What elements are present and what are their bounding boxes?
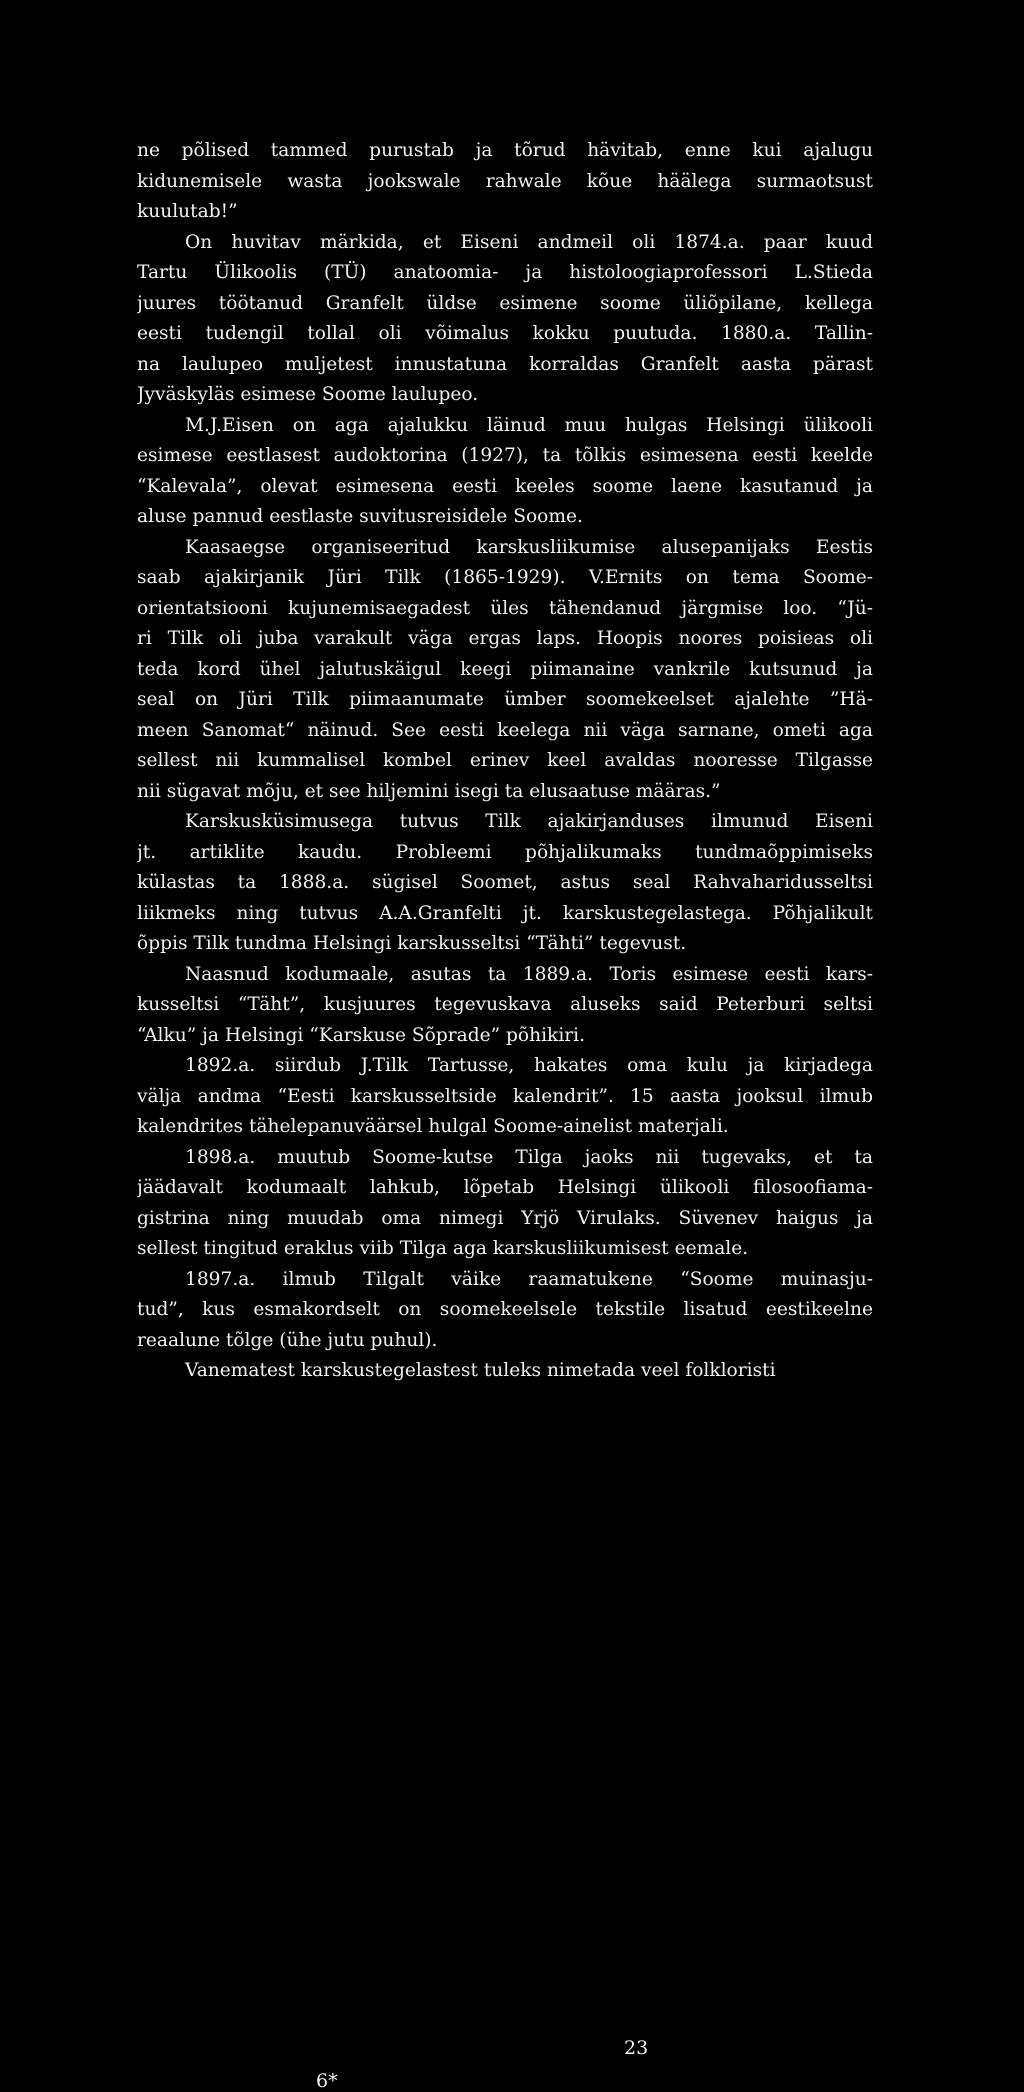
text-line: On huvitav märkida, et Eiseni andmeil oli 1874.a. paar kuud [185, 231, 873, 253]
text-line: 1892.a. siirdub J.Tilk Tartusse, hakates oma kulu ja kirjadega [185, 1055, 873, 1076]
text-line: Tartu Ülikoolis (TÜ) anatoomia- ja histoloogiaprofessori L.Stieda [137, 262, 873, 283]
text-line: sellest nii kummalisel kombel erinev keel avaldas nooresse Tilgasse [137, 750, 873, 771]
page-number: 23 [624, 2036, 649, 2059]
text-line: “Kalevala”, olevat esimesena eesti keeles soome laene kasutanud ja [137, 475, 873, 497]
text-line: õppis Tilk tundma Helsingi karskusseltsi “Tähti” tegevust. [137, 933, 687, 954]
signature-mark: 6* [316, 2069, 338, 2092]
text-line: sellest tingitud eraklus viib Tilga aga karskusliikumisest eemale. [137, 1238, 749, 1259]
text-line: tud”, kus esmakordselt on soomekeelsele tekstile lisatud eestikeelne [137, 1299, 873, 1320]
text-line: reaalune tõlge (ühe jutu puhul). [137, 1329, 438, 1351]
text-line: seal on Jüri Tilk piimaanumate ümber soomekeelset ajalehte ”Hä- [137, 689, 873, 710]
text-line: gistrina ning muudab oma nimegi Yrjö Virulaks. Süvenev haigus ja [137, 1207, 873, 1229]
text-line: Jyväskyläs esimese Soome laulupeo. [137, 384, 479, 405]
text-line: kalendrites tähelepanuväärsel hulgal Soome-ainelist materjali. [137, 1116, 729, 1137]
text-line: Karskusküsimusega tutvus Tilk ajakirjanduses ilmunud Eiseni [185, 811, 873, 832]
text-line: eesti tudengil tollal oli võimalus kokku puutuda. 1880.a. Tallin- [137, 323, 873, 344]
text-line: teda kord ühel jalutuskäigul keegi piimanaine vankrile kutsunud ja [137, 658, 873, 680]
text-line: juures töötanud Granfelt üldse esimene soome üliõpilane, kellega [137, 292, 873, 314]
text-line: Vanematest karskustegelastest tuleks nimetada veel folkloristi [185, 1360, 776, 1381]
text-line: külastas ta 1888.a. sügisel Soomet, astus seal Rahvaharidusseltsi [137, 872, 873, 893]
text-line: “Alku” ja Helsingi “Karskuse Sõprade” põhikiri. [137, 1024, 586, 1046]
text-line: M.J.Eisen on aga ajalukku läinud muu hulgas Helsingi ülikooli [185, 414, 873, 436]
text-line: välja andma “Eesti karskusseltside kalendrit”. 15 aasta jooksul ilmub [137, 1085, 873, 1107]
text-line: saab ajakirjanik Jüri Tilk (1865-1929). V.Ernits on tema Soome- [137, 567, 873, 588]
text-line: 1897.a. ilmub Tilgalt väike raamatukene “Soome muinasju- [185, 1268, 873, 1290]
text-line: 1898.a. muutub Soome-kutse Tilga jaoks nii tugevaks, et ta [185, 1146, 873, 1168]
text-line: jäädavalt kodumaalt lahkub, lõpetab Helsingi ülikooli filosoofiama- [137, 1177, 873, 1198]
text-line: na laulupeo muljetest innustatuna korraldas Granfelt aasta pärast [137, 353, 873, 375]
text-line: jt. artiklite kaudu. Probleemi põhjalikumaks tundmaõppimiseks [137, 841, 873, 863]
text-line: nii sügavat mõju, et see hiljemini isegi ta elusaatuse määras.” [137, 780, 721, 802]
body-text [137, 136, 873, 2092]
text-line: Kaasaegse organiseeritud karskusliikumise alusepanijaks Eestis [185, 536, 873, 558]
text-line: liikmeks ning tutvus A.A.Granfelti jt. karskustegelastega. Põhjalikult [137, 902, 873, 924]
text-line: ne põlised tammed purustab ja tõrud hävitab, enne kui ajalugu [137, 140, 873, 161]
text-line: kidunemisele wasta jookswale rahwale kõue häälega surmaotsust [137, 170, 873, 192]
text-line: kuulutab!” [137, 201, 238, 222]
text-line: meen Sanomat“ näinud. See eesti keelega nii väga sarnane, ometi aga [137, 719, 873, 741]
text-line: esimese eestlasest audoktorina (1927), ta tõlkis esimesena eesti keelde [137, 445, 873, 466]
text-line: kusseltsi “Täht”, kusjuures tegevuskava aluseks said Peterburi seltsi [137, 994, 873, 1015]
text-line: orientatsiooni kujunemisaegadest üles tähendanud järgmise loo. “Jü- [137, 597, 873, 619]
text-line: Naasnud kodumaale, asutas ta 1889.a. Toris esimese eesti kars- [185, 963, 873, 985]
text-line: ri Tilk oli juba varakult väga ergas laps. Hoopis noores poisieas oli [137, 628, 873, 649]
text-line: aluse pannud eestlaste suvitusreisidele Soome. [137, 506, 583, 527]
